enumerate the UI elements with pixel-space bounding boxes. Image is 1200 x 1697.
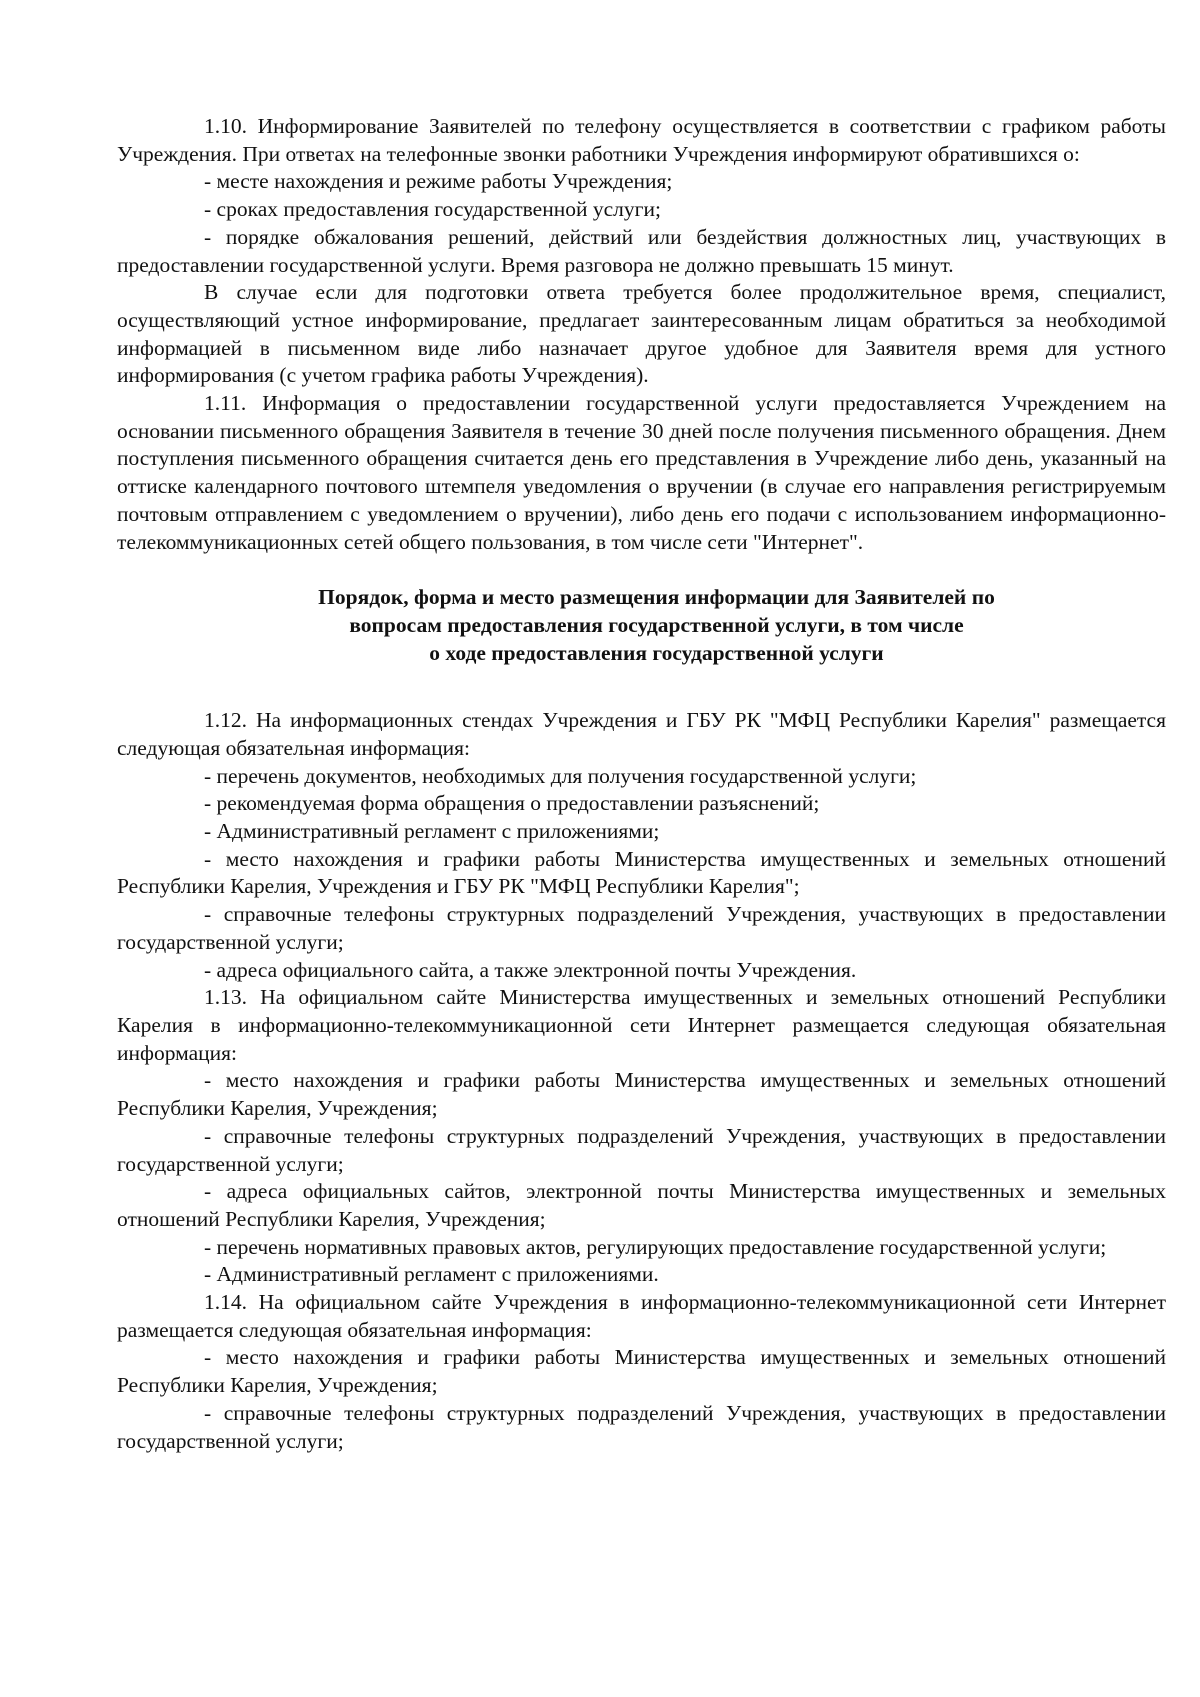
paragraph-1-13: 1.13. На официальном сайте Министерства имущественных и земельных отношений Республики Карелия в информационно-телекоммуникационной сети Интернет размещается следующая обязательная информация:: [117, 985, 1166, 1065]
document-body: [117, 113, 1166, 1455]
list-item-website: - адреса официального сайта, а также электронной почты Учреждения.: [204, 957, 857, 982]
paragraph-1-12: 1.12. На информационных стендах Учреждения и ГБУ РК "МФЦ Республики Карелия" размещается следующая обязательная информация:: [117, 708, 1166, 760]
list-item-websites-ministry: - адреса официальных сайтов, электронной почты Министерства имущественных и земельных отношений Республики Карелия, Учреждения;: [117, 1179, 1166, 1231]
list-item-appeal: - порядке обжалования решений, действий или бездействия должностных лиц, участвующих в предоставлении государственной услуги. Время разговора не должно превышать 15 минут.: [117, 224, 1166, 277]
list-item-schedules-ministry: - место нахождения и графики работы Министерства имущественных и земельных отношений Республики Карелия, Учреждения;: [117, 1068, 1166, 1121]
list-item-regulation: - Административный регламент с приложениями;: [204, 819, 660, 844]
list-item-legal-acts: - перечень нормативных правовых актов, регулирующих предоставление государственной услуги;: [204, 1234, 1107, 1259]
section-heading: Порядок, форма и место размещения информации для Заявителей по вопросам предоставления государственной услуги, в том числе о ходе предоставления государственной услуги: [318, 585, 995, 666]
paragraph-written-info: В случае если для подготовки ответа требуется более продолжительное время, специалист, осуществляющий устное информирование, предлагает заинтересованным лицам обратиться за необходимой информацией в письменном виде либо назначает другое удобное для Заявителя время для устного информирования (с учетом графика работы Учреждения).: [117, 280, 1166, 388]
list-item-request-form: - рекомендуемая форма обращения о предоставлении разъяснений;: [204, 791, 820, 816]
list-item-location: - месте нахождения и режиме работы Учреждения;: [204, 169, 673, 194]
list-item-schedules-institution: - место нахождения и графики работы Министерства имущественных и земельных отношений Республики Карелия, Учреждения;: [117, 1345, 1166, 1398]
list-item-phones: - справочные телефоны структурных подразделений Учреждения, участвующих в предоставлении государственной услуги;: [117, 902, 1166, 954]
paragraph-1-10: 1.10. Информирование Заявителей по телефону осуществляется в соответствии с графиком работы Учреждения. При ответах на телефонные звонки работники Учреждения информируют обратившихся о:: [117, 114, 1166, 166]
list-item-schedules: - место нахождения и графики работы Министерства имущественных и земельных отношений Республики Карелия, Учреждения и ГБУ РК "МФЦ Республики Карелия";: [117, 846, 1166, 899]
list-item-regulation-ministry: - Административный регламент с приложениями.: [204, 1262, 659, 1287]
list-item-documents: - перечень документов, необходимых для получения государственной услуги;: [204, 763, 917, 788]
list-item-phones-ministry: - справочные телефоны структурных подразделений Учреждения, участвующих в предоставлении государственной услуги;: [117, 1123, 1166, 1176]
paragraph-1-14: 1.14. На официальном сайте Учреждения в информационно-телекоммуникационной сети Интернет размещается следующая обязательная информация:: [117, 1290, 1166, 1342]
list-item-phones-institution: - справочные телефоны структурных подразделений Учреждения, участвующих в предоставлении государственной услуги;: [117, 1400, 1166, 1453]
list-item-deadlines: - сроках предоставления государственной услуги;: [204, 197, 661, 222]
paragraph-1-11: 1.11. Информация о предоставлении государственной услуги предоставляется Учреждением на основании письменного обращения Заявителя в течение 30 дней после получения письменного обращения. Днем поступления письменного обращения считается день его представления в Учреждение либо день, указанный на оттиске календарного почтового штемпеля уведомления о вручении (в случае его направления регистрируемым почтовым отправлением с уведомлением о вручении), либо день его подачи с использованием информационно-телекоммуникационных сетей общего пользования, в том числе сети "Интернет".: [117, 391, 1166, 554]
